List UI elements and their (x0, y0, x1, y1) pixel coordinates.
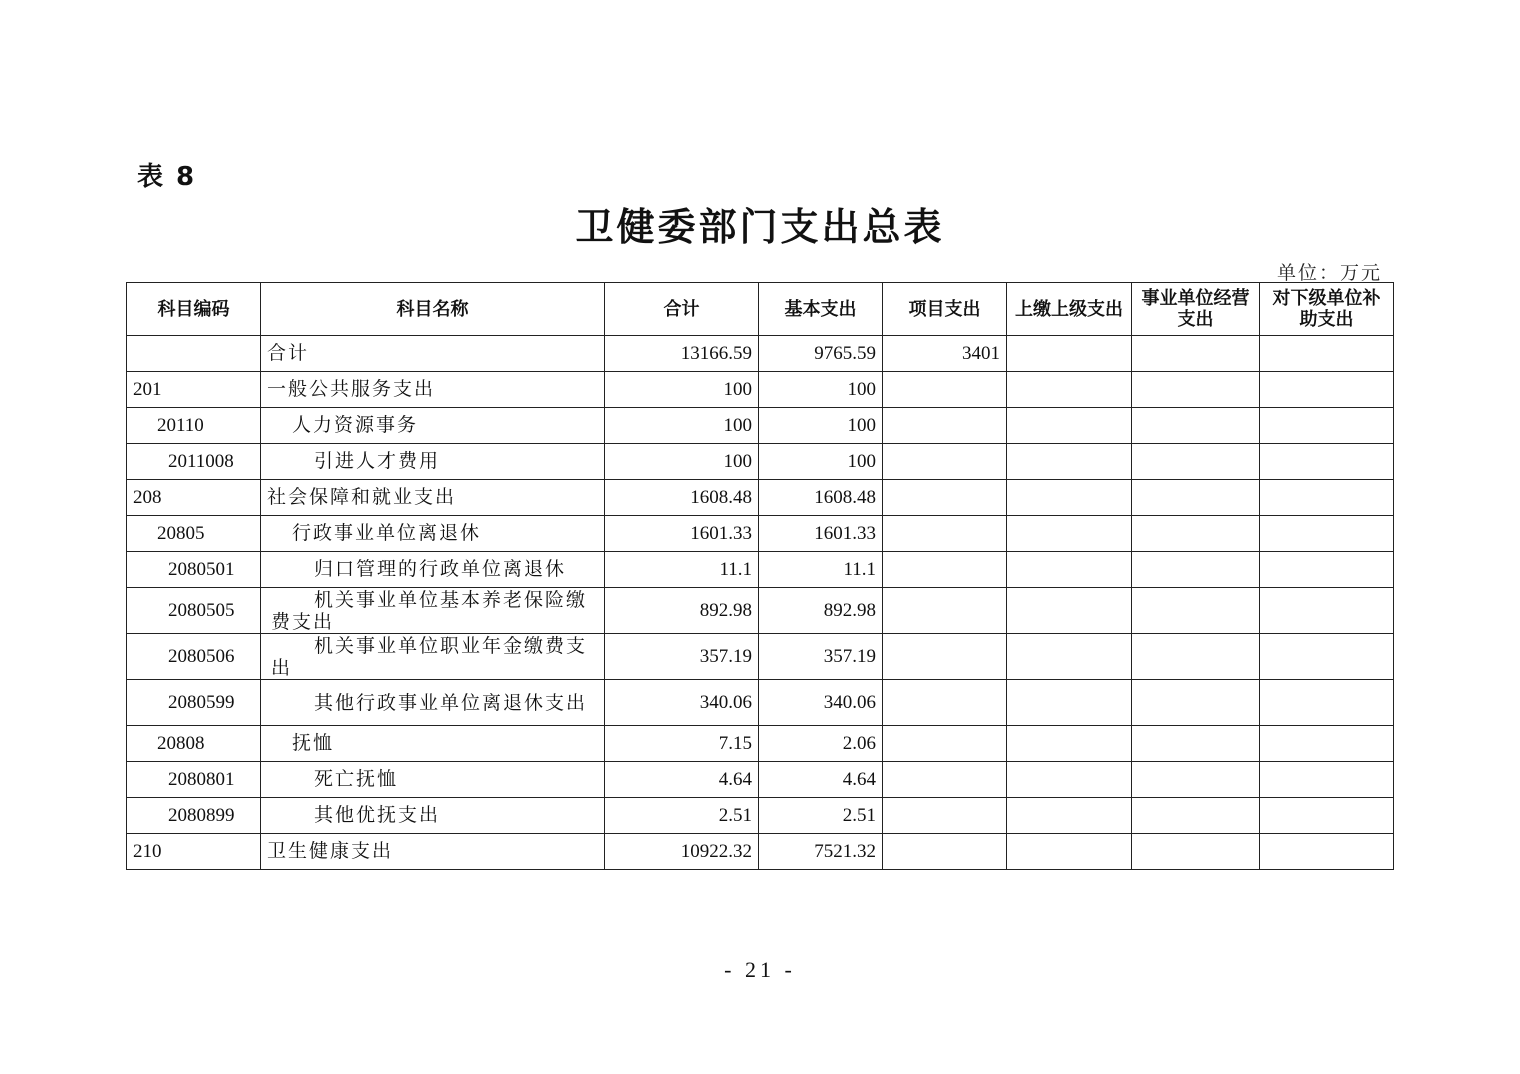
row-subsidy (1260, 588, 1394, 634)
table-row (127, 762, 1394, 798)
row-name: 一般公共服务支出 (261, 372, 605, 408)
row-business (1132, 762, 1260, 798)
row-name: 抚恤 (261, 726, 605, 762)
row-project (883, 762, 1007, 798)
row-subsidy (1260, 798, 1394, 834)
row-basic: 357.19 (759, 634, 883, 680)
row-upper (1007, 408, 1132, 444)
row-basic: 9765.59 (759, 336, 883, 372)
row-name: 其他优抚支出 (261, 798, 605, 834)
row-total: 340.06 (605, 680, 759, 726)
row-project (883, 444, 1007, 480)
row-total: 1601.33 (605, 516, 759, 552)
header-project: 项目支出 (883, 283, 1007, 336)
row-name: 合计 (261, 336, 605, 372)
table-row (127, 372, 1394, 408)
row-total: 13166.59 (605, 336, 759, 372)
table-row (127, 516, 1394, 552)
row-name: 人力资源事务 (261, 408, 605, 444)
row-total: 4.64 (605, 762, 759, 798)
table-row (127, 726, 1394, 762)
row-basic: 4.64 (759, 762, 883, 798)
table-row (127, 588, 1394, 634)
row-project (883, 834, 1007, 870)
row-upper (1007, 680, 1132, 726)
row-upper (1007, 726, 1132, 762)
row-project (883, 726, 1007, 762)
row-subsidy (1260, 634, 1394, 680)
row-upper (1007, 798, 1132, 834)
row-name: 归口管理的行政单位离退休 (261, 552, 605, 588)
row-name: 其他行政事业单位离退休支出 (261, 680, 605, 726)
row-upper (1007, 834, 1132, 870)
row-name: 卫生健康支出 (261, 834, 605, 870)
table-header-row (127, 283, 1394, 336)
row-subsidy (1260, 680, 1394, 726)
row-total: 100 (605, 444, 759, 480)
table-row (127, 680, 1394, 726)
row-code: 20808 (127, 726, 261, 762)
row-code: 20110 (127, 408, 261, 444)
table-row (127, 834, 1394, 870)
row-total: 7.15 (605, 726, 759, 762)
row-upper (1007, 634, 1132, 680)
row-total: 357.19 (605, 634, 759, 680)
row-name: 社会保障和就业支出 (261, 480, 605, 516)
row-total: 11.1 (605, 552, 759, 588)
row-project (883, 588, 1007, 634)
row-project (883, 480, 1007, 516)
row-upper (1007, 516, 1132, 552)
header-upper: 上缴上级支出 (1007, 283, 1132, 336)
row-basic: 100 (759, 408, 883, 444)
row-basic: 100 (759, 444, 883, 480)
row-upper (1007, 552, 1132, 588)
row-subsidy (1260, 516, 1394, 552)
row-business (1132, 444, 1260, 480)
row-business (1132, 588, 1260, 634)
row-basic: 1608.48 (759, 480, 883, 516)
row-basic: 100 (759, 372, 883, 408)
row-code: 2080599 (127, 680, 261, 726)
table-row (127, 336, 1394, 372)
row-total: 100 (605, 408, 759, 444)
row-total: 10922.32 (605, 834, 759, 870)
row-upper (1007, 588, 1132, 634)
row-business (1132, 834, 1260, 870)
row-code: 2080505 (127, 588, 261, 634)
row-total: 100 (605, 372, 759, 408)
row-basic: 2.51 (759, 798, 883, 834)
row-upper (1007, 762, 1132, 798)
row-subsidy (1260, 408, 1394, 444)
row-basic: 1601.33 (759, 516, 883, 552)
row-business (1132, 480, 1260, 516)
row-project (883, 408, 1007, 444)
unit-label: 单位：万元 (1276, 262, 1382, 284)
row-code: 2080506 (127, 634, 261, 680)
expense-table (126, 282, 1394, 870)
row-basic: 892.98 (759, 588, 883, 634)
row-upper (1007, 444, 1132, 480)
table-row (127, 552, 1394, 588)
row-subsidy (1260, 336, 1394, 372)
row-project: 3401 (883, 336, 1007, 372)
row-business (1132, 726, 1260, 762)
row-name: 死亡抚恤 (261, 762, 605, 798)
row-name: 机关事业单位基本养老保险缴费支出 (261, 588, 605, 634)
row-subsidy (1260, 762, 1394, 798)
row-code: 201 (127, 372, 261, 408)
row-upper (1007, 336, 1132, 372)
row-total: 1608.48 (605, 480, 759, 516)
header-code: 科目编码 (127, 283, 261, 336)
row-code: 2080501 (127, 552, 261, 588)
row-business (1132, 408, 1260, 444)
table-row (127, 408, 1394, 444)
row-code: 2011008 (127, 444, 261, 480)
header-business: 事业单位经营支出 (1132, 283, 1260, 336)
row-business (1132, 798, 1260, 834)
row-subsidy (1260, 372, 1394, 408)
row-total: 2.51 (605, 798, 759, 834)
row-code: 2080899 (127, 798, 261, 834)
row-code: 20805 (127, 516, 261, 552)
header-basic: 基本支出 (759, 283, 883, 336)
row-subsidy (1260, 834, 1394, 870)
row-upper (1007, 372, 1132, 408)
row-business (1132, 552, 1260, 588)
row-project (883, 798, 1007, 834)
row-name: 引进人才费用 (261, 444, 605, 480)
row-basic: 11.1 (759, 552, 883, 588)
page-title: 卫健委部门支出总表 (575, 205, 945, 249)
header-total: 合计 (605, 283, 759, 336)
table-label: 表 8 (137, 162, 197, 192)
header-name: 科目名称 (261, 283, 605, 336)
row-business (1132, 634, 1260, 680)
row-total: 892.98 (605, 588, 759, 634)
row-upper (1007, 480, 1132, 516)
row-project (883, 634, 1007, 680)
table-row (127, 480, 1394, 516)
page-number: - 21 - (724, 957, 796, 982)
header-subsidy: 对下级单位补助支出 (1260, 283, 1394, 336)
row-code: 210 (127, 834, 261, 870)
row-project (883, 552, 1007, 588)
table-row (127, 798, 1394, 834)
row-subsidy (1260, 480, 1394, 516)
row-name: 机关事业单位职业年金缴费支出 (261, 634, 605, 680)
row-subsidy (1260, 726, 1394, 762)
row-business (1132, 372, 1260, 408)
row-code (127, 336, 261, 372)
row-code: 2080801 (127, 762, 261, 798)
row-basic: 340.06 (759, 680, 883, 726)
table-row (127, 634, 1394, 680)
row-business (1132, 680, 1260, 726)
row-basic: 7521.32 (759, 834, 883, 870)
row-business (1132, 336, 1260, 372)
row-subsidy (1260, 552, 1394, 588)
row-name: 行政事业单位离退休 (261, 516, 605, 552)
row-basic: 2.06 (759, 726, 883, 762)
row-project (883, 372, 1007, 408)
row-business (1132, 516, 1260, 552)
row-code: 208 (127, 480, 261, 516)
row-project (883, 680, 1007, 726)
row-subsidy (1260, 444, 1394, 480)
row-project (883, 516, 1007, 552)
table-row (127, 444, 1394, 480)
